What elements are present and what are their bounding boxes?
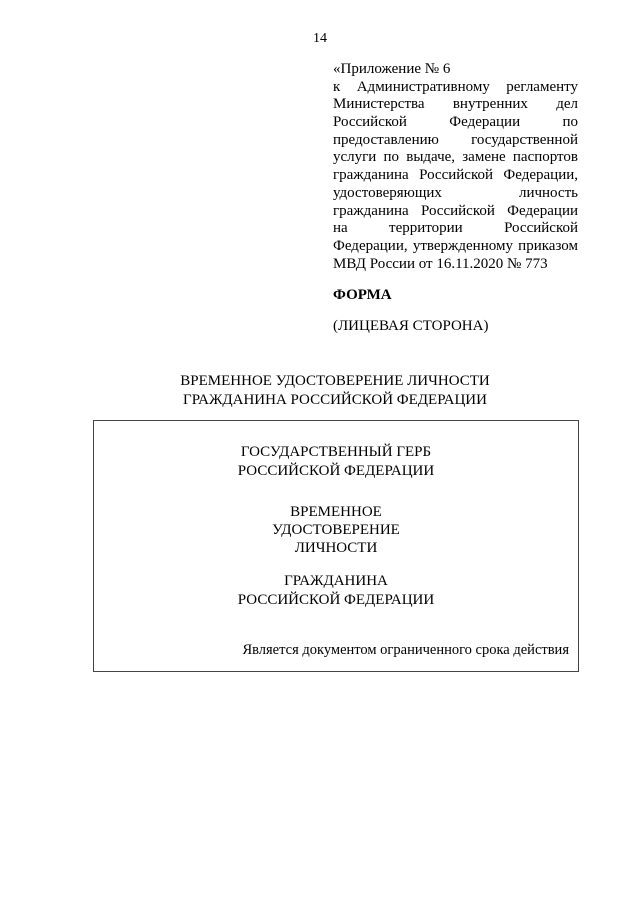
appendix-line: гражданина Российской Федерации xyxy=(333,202,578,219)
appendix-line: Федерации, утвержденному приказом xyxy=(333,237,578,254)
appendix-line: к Административному регламенту xyxy=(333,78,578,95)
appendix-line: удостоверяющих личность xyxy=(333,184,578,201)
appendix-line: услуги по выдаче, замене паспортов xyxy=(333,149,578,166)
page-number: 14 xyxy=(313,31,327,46)
doc-name-line: ВРЕМЕННОЕ xyxy=(290,504,382,520)
appendix-line: гражданина Российской Федерации, xyxy=(333,167,578,184)
appendix-line: предоставлению государственной xyxy=(333,131,578,148)
citizen-line: ГРАЖДАНИНА xyxy=(284,573,388,589)
document-title-line: ВРЕМЕННОЕ УДОСТОВЕРЕНИЕ ЛИЧНОСТИ xyxy=(180,373,490,389)
doc-name-line: УДОСТОВЕРЕНИЕ xyxy=(272,522,400,538)
card-front-frame xyxy=(93,420,579,672)
validity-note: Является документом ограниченного срока действия xyxy=(242,642,569,658)
appendix-line: «Приложение № 6 xyxy=(333,61,451,77)
appendix-line: Российской Федерации по xyxy=(333,114,578,131)
form-label: ФОРМА xyxy=(333,287,392,303)
doc-name-line: ЛИЧНОСТИ xyxy=(294,540,378,556)
citizen-line: РОССИЙСКОЙ ФЕДЕРАЦИИ xyxy=(237,592,435,608)
document-title-line: ГРАЖДАНИНА РОССИЙСКОЙ ФЕДЕРАЦИИ xyxy=(183,392,487,408)
emblem-line: РОССИЙСКОЙ ФЕДЕРАЦИИ xyxy=(237,463,435,479)
appendix-line: МВД России от 16.11.2020 № 773 xyxy=(333,255,548,272)
side-label: (ЛИЦЕВАЯ СТОРОНА) xyxy=(333,318,489,334)
emblem-line: ГОСУДАРСТВЕННЫЙ ГЕРБ xyxy=(240,444,432,460)
appendix-header xyxy=(333,61,578,273)
appendix-line: на территории Российской xyxy=(333,220,578,237)
appendix-line: Министерства внутренних дел xyxy=(333,96,578,113)
